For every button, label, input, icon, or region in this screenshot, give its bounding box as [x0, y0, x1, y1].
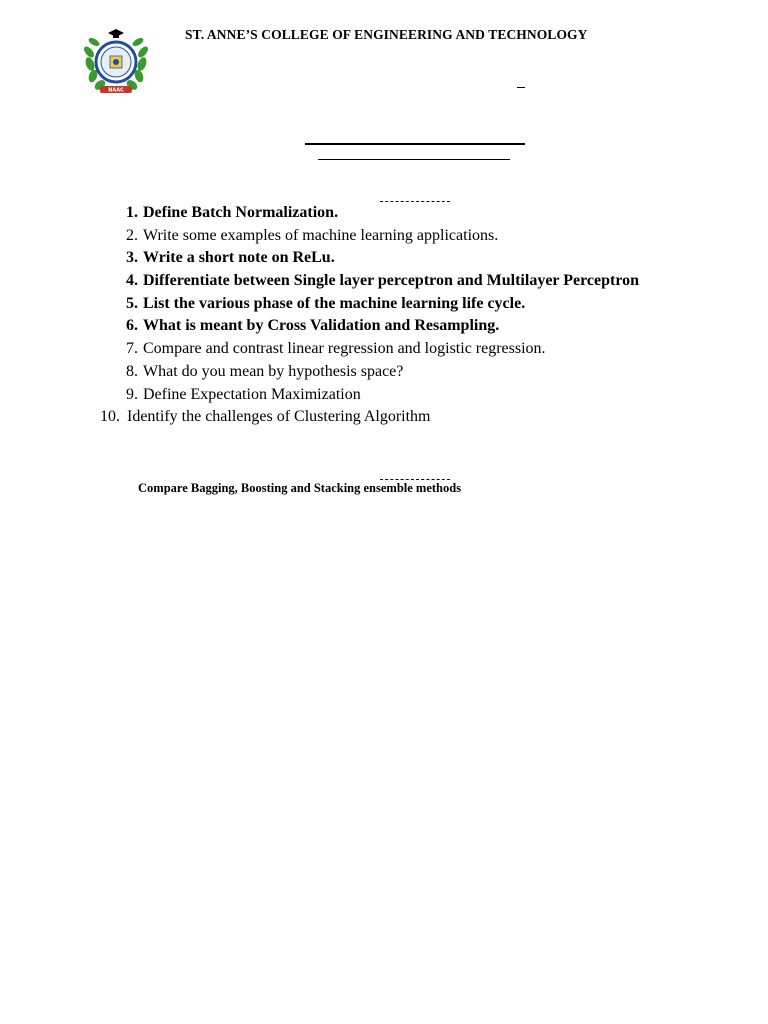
question-text: List the various phase of the machine learning life cycle.: [143, 294, 526, 312]
question-item: [100, 202, 639, 225]
question-item: [100, 247, 639, 270]
question-number: 7.: [126, 340, 138, 358]
question-item: [100, 406, 639, 429]
question-text: Compare and contrast linear regression and logistic regression.: [143, 340, 546, 358]
question-text: Define Expectation Maximization: [143, 385, 361, 403]
question-item: [100, 293, 639, 316]
part-b-question-text: Compare Bagging, Boosting and Stacking ensemble methods: [138, 481, 462, 495]
question-item: [100, 361, 639, 384]
question-number: 1.: [126, 204, 138, 221]
college-logo-icon: [80, 24, 152, 96]
question-number: 4.: [126, 272, 138, 290]
question-text: Define Batch Normalization.: [143, 204, 339, 221]
question-number: 5.: [126, 294, 138, 312]
part-b-dotted-divider: [380, 479, 450, 480]
question-number: 10.: [100, 408, 120, 426]
question-number: 2.: [126, 226, 138, 244]
question-item: [100, 270, 639, 293]
question-item: [100, 315, 639, 338]
question-item: [100, 225, 639, 248]
blank-underline-1: [305, 143, 525, 145]
blank-underline-2: [318, 159, 510, 160]
question-item: [100, 384, 639, 407]
svg-text:NAAC: NAAC: [108, 87, 124, 94]
question-number: 9.: [126, 385, 138, 403]
header-dash-mark: [517, 87, 525, 88]
question-number: 8.: [126, 362, 138, 380]
question-text: Write some examples of machine learning applications.: [143, 226, 499, 244]
question-number: 3.: [126, 249, 138, 267]
college-name-heading: ST. ANNE’S COLLEGE OF ENGINEERING AND TECHNOLOGY: [185, 27, 588, 42]
question-text: What do you mean by hypothesis space?: [143, 362, 404, 380]
part-a-question-list: [100, 202, 639, 429]
question-text: Identify the challenges of Clustering Algorithm: [127, 408, 431, 426]
question-text: Differentiate between Single layer perceptron and Multilayer Perceptron: [143, 272, 640, 290]
question-text: Write a short note on ReLu.: [143, 249, 335, 267]
question-number: 6.: [126, 317, 138, 335]
question-text: What is meant by Cross Validation and Resampling.: [143, 317, 500, 335]
question-item: [100, 338, 639, 361]
